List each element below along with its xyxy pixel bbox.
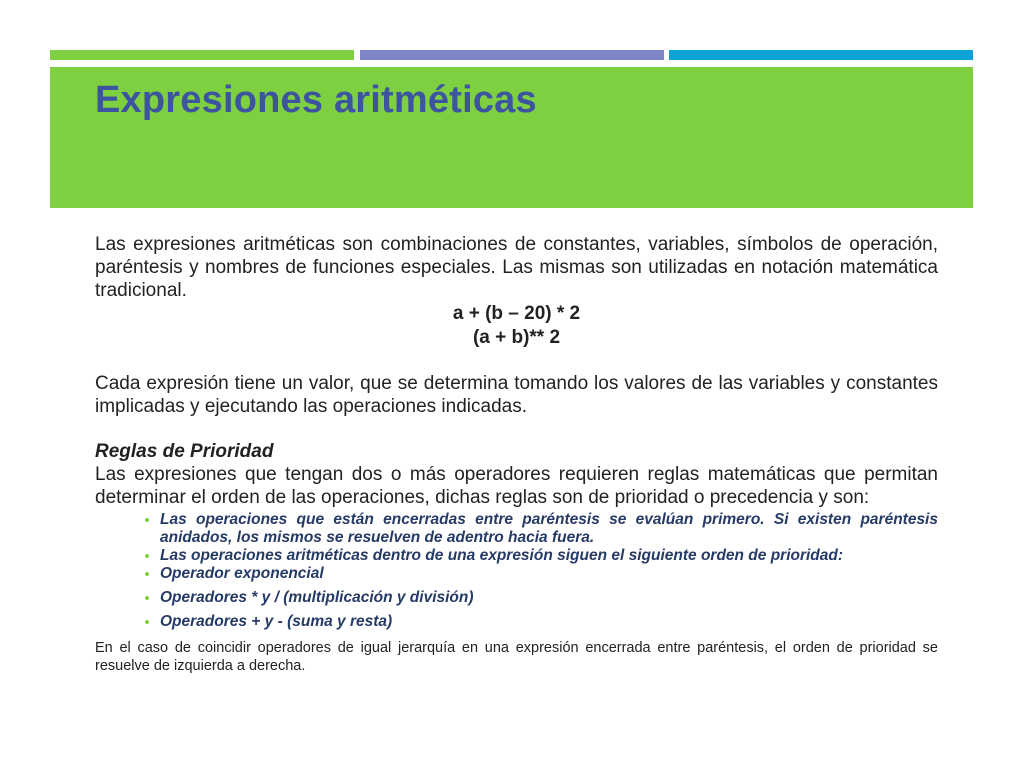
example-expression: (a + b)** 2 xyxy=(472,327,561,348)
priority-rules-list xyxy=(95,511,938,631)
bullet-dot-icon xyxy=(145,554,149,558)
slide-body xyxy=(95,233,938,675)
value-paragraph: Cada expresión tiene un valor, que se determina tomando los valores de las variables y constantes implicadas y ejecutando las operaciones indicadas. xyxy=(95,373,938,417)
spacer xyxy=(95,350,938,372)
example-expression: a + (b – 20) * 2 xyxy=(452,303,581,324)
list-item xyxy=(145,589,938,607)
bullet-dot-icon xyxy=(145,620,149,624)
accent-stripe-blue xyxy=(669,50,973,60)
intro-paragraph: Las expresiones aritméticas son combinaciones de constantes, variables, símbolos de operación, paréntesis y nombres de funciones especiales. Las mismas son utilizadas en notación matemática tradicional. xyxy=(95,234,938,301)
rule-text: Operador exponencial xyxy=(160,565,324,582)
accent-stripe-purple xyxy=(360,50,664,60)
bullet-dot-icon xyxy=(145,572,149,576)
rule-text: Operadores + y - (suma y resta) xyxy=(160,613,393,630)
slide-title: Expresiones aritméticas xyxy=(95,79,537,121)
list-item xyxy=(145,511,938,547)
rule-text: Las operaciones aritméticas dentro de una expresión siguen el siguiente orden de prioridad: xyxy=(160,547,844,564)
spacer xyxy=(95,418,938,440)
list-item xyxy=(145,613,938,631)
list-item xyxy=(145,565,938,583)
closing-note: En el caso de coincidir operadores de igual jerarquía en una expresión encerrada entre paréntesis, el orden de prioridad se resuelve de izquierda a derecha. xyxy=(95,640,938,674)
title-band xyxy=(50,67,973,208)
rules-intro-paragraph: Las expresiones que tengan dos o más operadores requieren reglas matemáticas que permitan determinar el orden de las operaciones, dichas reglas son de prioridad o precedencia y son: xyxy=(95,464,938,508)
bullet-dot-icon xyxy=(145,596,149,600)
rules-heading: Reglas de Prioridad xyxy=(95,441,274,462)
accent-stripe-green xyxy=(50,50,354,60)
rule-text: Las operaciones que están encerradas entre paréntesis se evalúan primero. Si existen paréntesis anidados, los mismos se resuelven de adentro hacia fuera. xyxy=(160,511,938,546)
list-item xyxy=(145,547,938,565)
bullet-dot-icon xyxy=(145,518,149,522)
rule-text: Operadores * y / (multiplicación y división) xyxy=(160,589,474,606)
